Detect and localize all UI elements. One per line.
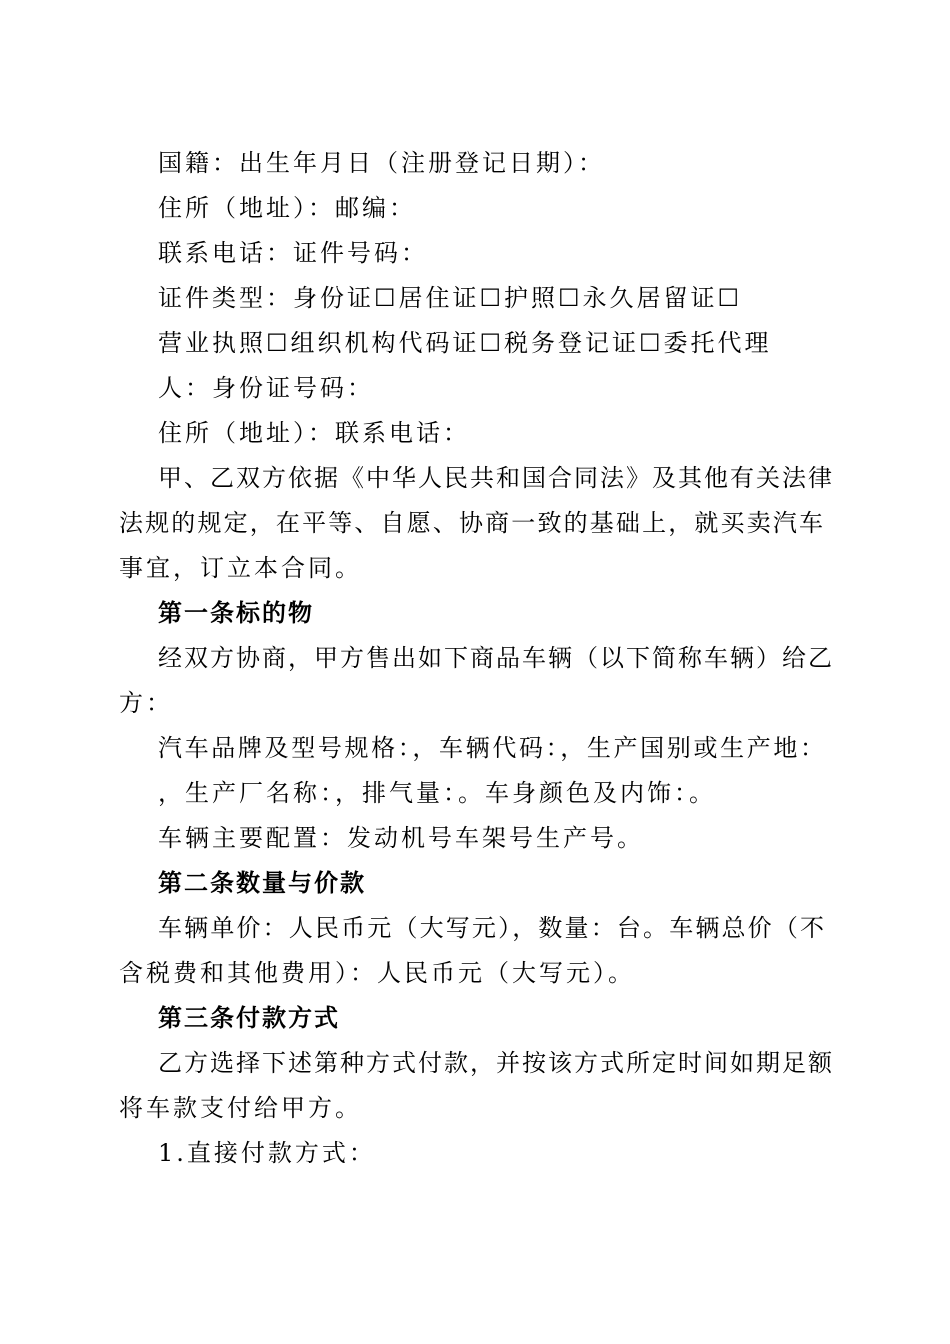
price-line-2: 含税费和其他费用）：人民币元（大写元）。 xyxy=(119,959,635,987)
article-1-text-line-1: 经双方协商，甲方售出如下商品车辆（以下简称车辆）给乙 xyxy=(158,644,834,672)
direct-payment-line: 1.直接付款方式： xyxy=(158,1139,376,1167)
phone-id-number-line: 联系电话：证件号码： xyxy=(158,239,428,267)
payment-text-line-1: 乙方选择下述第种方式付款，并按该方式所定时间如期足额 xyxy=(158,1049,834,1077)
vehicle-manufacturer-line: ，生产厂名称：，排气量：。车身颜色及内饰：。 xyxy=(158,779,716,807)
address-postcode-line: 住所（地址）：邮编： xyxy=(158,194,416,222)
preamble-line-1: 甲、乙双方依据《中华人民共和国合同法》及其他有关法律 xyxy=(158,464,834,492)
nationality-birthdate-line: 国籍：出生年月日（注册登记日期）： xyxy=(158,149,605,177)
vehicle-brand-line: 汽车品牌及型号规格：，车辆代码：，生产国别或生产地： xyxy=(158,734,825,762)
id-type-continued-line: 营业执照☐组织机构代码证☐税务登记证☐委托代理 xyxy=(158,329,772,357)
article-3-heading: 第三条付款方式 xyxy=(158,1003,340,1032)
preamble-line-3: 事宜，订立本合同。 xyxy=(119,554,362,582)
agent-address-phone-line: 住所（地址）：联系电话： xyxy=(158,419,470,447)
article-2-heading: 第二条数量与价款 xyxy=(158,868,366,897)
payment-text-line-2: 将车款支付给甲方。 xyxy=(119,1094,362,1122)
vehicle-config-line: 车辆主要配置：发动机号车架号生产号。 xyxy=(158,824,644,852)
article-1-text-line-2: 方： xyxy=(119,689,173,717)
agent-id-line: 人：身份证号码： xyxy=(158,374,374,402)
preamble-line-2: 法规的规定，在平等、自愿、协商一致的基础上，就买卖汽车 xyxy=(119,509,825,537)
price-line-1: 车辆单价：人民币元（大写元），数量：台。车辆总价（不 xyxy=(158,914,825,942)
article-1-heading: 第一条标的物 xyxy=(158,598,314,627)
id-type-line: 证件类型：身份证☐居住证☐护照☐永久居留证☐ xyxy=(158,284,743,312)
